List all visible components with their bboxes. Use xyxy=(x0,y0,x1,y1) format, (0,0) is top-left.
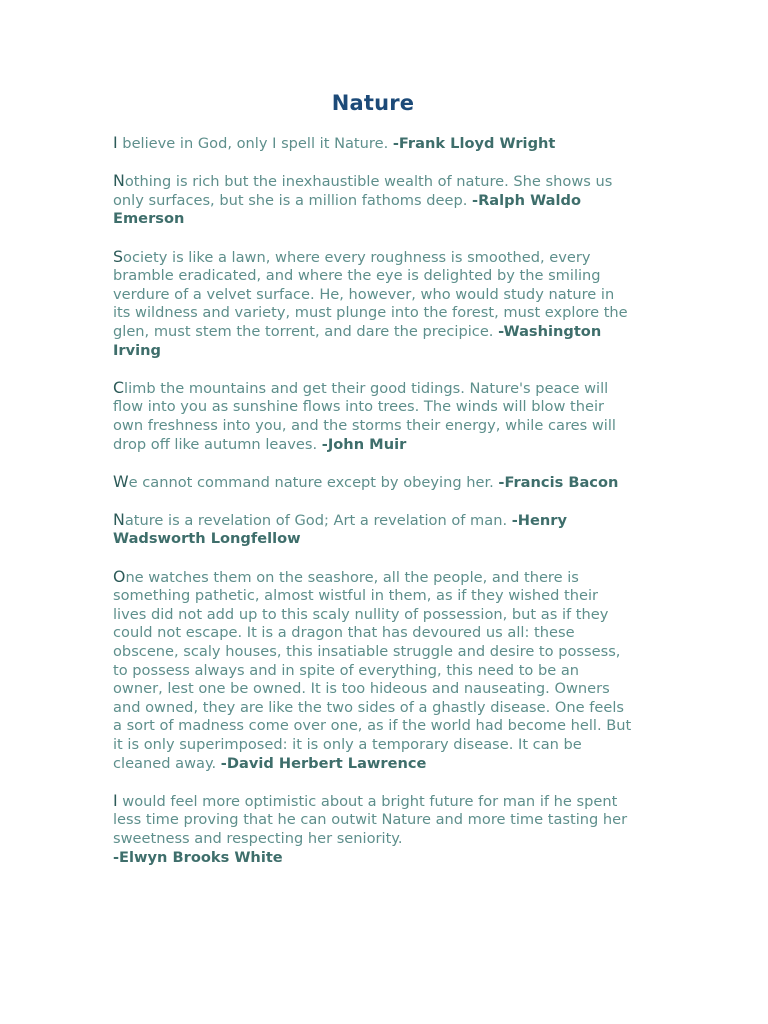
quote-author: -Ralph Waldo Emerson xyxy=(113,191,581,228)
quote-text: ociety is like a lawn, where every roughness is smoothed, every bramble eradicated, and where the eye is delighted by the smiling verdure of a velvet surface. He, however, who would study nature in its wildness and variety, must plunge into the forest, must explore the glen, must stem the torrent, and dare the precipice. xyxy=(113,248,628,340)
drop-letter: N xyxy=(113,509,125,529)
quote-author: -David Herbert Lawrence xyxy=(220,754,427,772)
drop-letter: O xyxy=(113,566,126,586)
quote-author: -Francis Bacon xyxy=(498,473,619,491)
quote-paragraph xyxy=(113,473,633,493)
quote-paragraph xyxy=(113,511,633,549)
drop-letter: N xyxy=(113,171,125,191)
quote-text: limb the mountains and get their good tidings. Nature's peace will flow into you as sunshine flows into trees. The winds will blow their own freshness into you, and the storms their energy, while cares will drop off like autumn leaves. xyxy=(113,379,616,453)
drop-letter: C xyxy=(113,377,125,397)
quote-text: believe in God, only I spell it Nature. xyxy=(117,135,393,152)
quote-paragraph xyxy=(113,134,633,154)
quote-author: -Washington Irving xyxy=(113,322,602,359)
page-title: Nature xyxy=(331,91,415,115)
quote-paragraph xyxy=(113,568,633,774)
quote-author: -Elwyn Brooks White xyxy=(113,848,283,866)
quote-text: ne watches them on the seashore, all the people, and there is something pathetic, almost wistful in them, as if they wished their lives did not add up to this scaly nullity of possession, but as if they could not escape. It is a dragon that has devoured us all: these obscene, scaly houses, this insatiable struggle and desire to possess, to possess always and in spite of everything, this need to be an owner, lest one be owned. It is too hideous and nauseating. Owners and owned, they are like the two sides of a ghastly disease. One feels a sort of madness come over one, as if the world had become hell. But it is only superimposed: it is only a temporary disease. It can be cleaned away. xyxy=(113,568,632,772)
quote-paragraph xyxy=(113,379,633,454)
quote-author: -Henry Wadsworth Longfellow xyxy=(113,511,568,548)
quote-author: -John Muir xyxy=(321,435,407,453)
quote-text: e cannot command nature except by obeying her. xyxy=(128,473,499,491)
quote-paragraph xyxy=(113,792,633,867)
quote-author: -Frank Lloyd Wright xyxy=(392,135,556,152)
drop-letter: S xyxy=(113,246,124,266)
drop-letter: I xyxy=(113,133,118,152)
quote-text: othing is rich but the inexhaustible wealth of nature. She shows us only surfaces, but she is a million fathoms deep. xyxy=(113,173,613,209)
quote-text: ature is a revelation of God; Art a revelation of man. xyxy=(124,511,512,529)
drop-letter: I xyxy=(113,790,118,810)
drop-letter: W xyxy=(113,471,129,491)
quote-paragraph xyxy=(113,172,633,229)
document-page xyxy=(113,88,633,886)
quote-paragraph xyxy=(113,248,633,361)
quote-text: would feel more optimistic about a bright future for man if he spent less time proving that he can outwit Nature and more time tasting her sweetness and respecting her seniority. xyxy=(113,792,628,847)
